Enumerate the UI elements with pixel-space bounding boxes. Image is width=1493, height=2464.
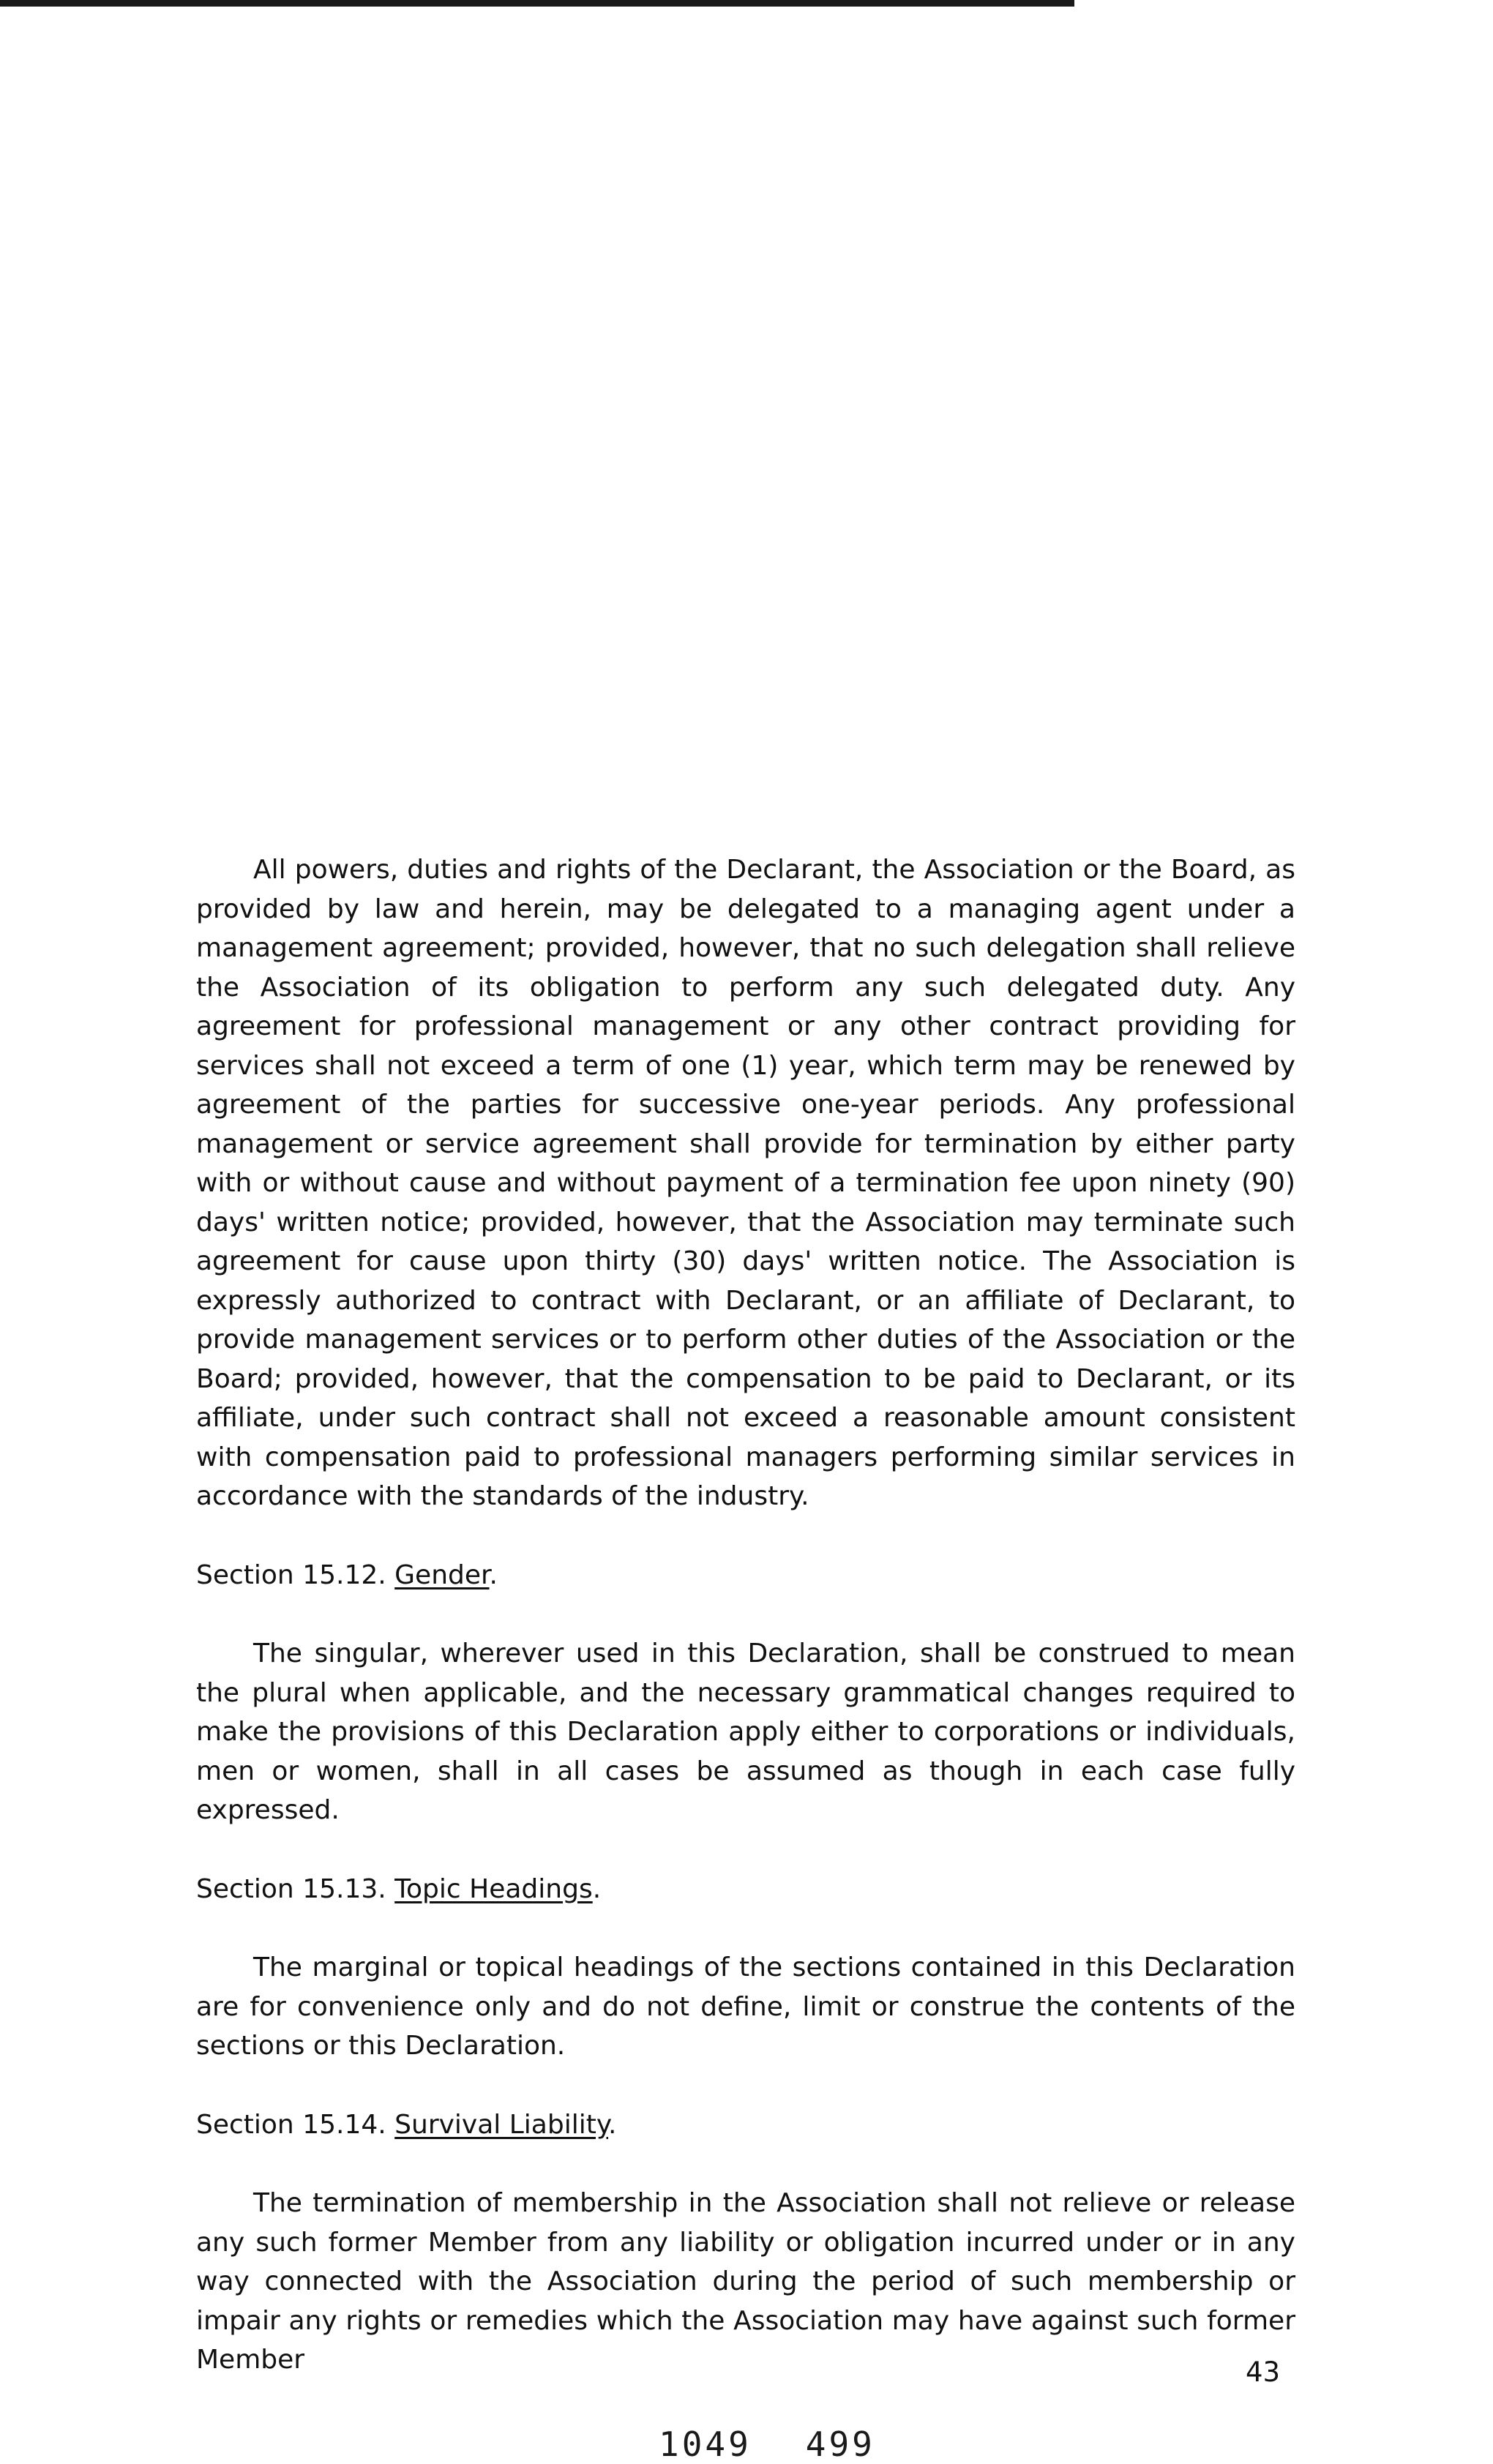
delegation-paragraph: All powers, duties and rights of the Declarant, the Association or the Board, as provided by law and herein, may be delegated to a managing agent under a management agreement; provided, however, that no such delegation shall relieve the Association of its obligation to perform any such delegated duty. Any agreement for professional management or any other contract providing for services shall not exceed a term of one (1) year, which term may be renewed by agreement of the parties for successive one-year periods. Any professional management or service agreement shall provide for termination by either party with or without cause and without payment of a termination fee upon ninety (90) days' written notice; provided, however, that the Association may terminate such agreement for cause upon thirty (30) days' written notice. The Association is expressly authorized to contract with Declarant, or an affiliate of Declarant, to provide management services or to perform other duties of the Association or the Board; provided, however, that the compensation to be paid to Declarant, or its affiliate, under such contract shall not exceed a reasonable amount consistent with compensation paid to professional managers performing similar services in accordance with the standards of the industry.	[196, 855, 1295, 1511]
section-title-period: .	[592, 1873, 602, 1904]
document-body	[196, 850, 1295, 2380]
scan-top-border	[0, 0, 1074, 7]
section-title: Survival Liability	[394, 2109, 609, 2140]
section-heading-topic-headings	[196, 1870, 1295, 1909]
book-page-number: 499	[805, 2424, 875, 2464]
section-title: Topic Headings	[394, 1873, 593, 1904]
section-heading-survival-liability	[196, 2105, 1295, 2145]
spacer	[196, 1909, 1295, 1948]
spacer	[196, 2066, 1295, 2105]
spacer	[196, 1595, 1295, 1634]
spacer	[196, 2144, 1295, 2184]
book-page-reference	[659, 2424, 875, 2464]
section-title-period: .	[608, 2109, 617, 2140]
section-heading-gender	[196, 1556, 1295, 1595]
page-number: 43	[1246, 2356, 1281, 2388]
section-title-period: .	[489, 1559, 498, 1590]
section-title: Gender	[394, 1559, 490, 1590]
section-number: Section 15.12.	[196, 1559, 386, 1590]
section-body-gender: The singular, wherever used in this Declaration, shall be construed to mean the plural when applicable, and the necessary grammatical changes required to make the provisions of this Declaration apply either to corporations or individuals, men or women, shall in all cases be assumed as though in each case fully expressed.	[196, 1639, 1295, 1825]
book-number: 1049	[659, 2424, 752, 2464]
spacer	[196, 1830, 1295, 1870]
section-body-survival-liability: The termination of membership in the Association shall not relieve or release any such former Member from any liability or obligation incurred under or in any way connected with the Association during the period of such membership or impair any rights or remedies which the Association may have against such former Member	[196, 2188, 1295, 2375]
section-number: Section 15.14.	[196, 2109, 386, 2140]
section-body-topic-headings: The marginal or topical headings of the sections contained in this Declaration are for convenience only and do not define, limit or construe the contents of the sections or this Declaration.	[196, 1952, 1295, 2061]
section-number: Section 15.13.	[196, 1873, 386, 1904]
spacer	[196, 1516, 1295, 1556]
